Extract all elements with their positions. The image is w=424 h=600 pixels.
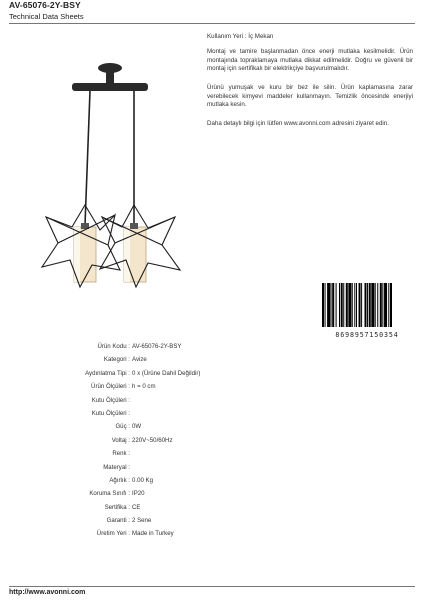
spec-label: Kutu Ölçüleri : [91, 409, 130, 417]
spec-label: Materyal : [103, 463, 130, 471]
product-code-title: AV-65076-2Y-BSY [9, 0, 81, 10]
spec-value: 0.00 Kg [132, 476, 154, 484]
spec-row [40, 370, 200, 383]
header-divider [9, 23, 415, 24]
spec-value [130, 397, 132, 410]
product-image [30, 55, 185, 295]
spec-label: Ağırlık : [109, 476, 130, 484]
spec-row [40, 410, 200, 423]
spec-value [130, 450, 132, 463]
barcode-number: 8698957150354 [335, 331, 399, 339]
spec-label: Kategori : [103, 356, 130, 364]
spec-value [130, 410, 132, 423]
spec-label: Renk : [112, 450, 130, 458]
footer-divider [9, 586, 415, 587]
spec-row [40, 530, 200, 543]
spec-row [40, 423, 200, 436]
spec-label: Koruma Sınıfı : [89, 490, 130, 498]
spec-row [40, 450, 200, 463]
installation-warning: Montaj ve tamire başlanmadan önce enerji mutlaka kesilmelidir. Ürün montajında topraklamaya mutlaka dikkat edilmelidir. Doğru ve güvenli bir montaj için sertifikalı bir elektrikçiye başvurulmalıdır. [207, 48, 413, 73]
document-subtitle: Technical Data Sheets [9, 12, 84, 21]
spec-row [40, 437, 200, 450]
usage-location: Kullanım Yeri : İç Mekan [207, 33, 274, 40]
spec-row [40, 490, 200, 503]
spec-value: 0 x (Ürüne Dahil Değildir) [132, 369, 201, 377]
barcode [322, 283, 412, 339]
spec-value: 220V~50/60Hz [132, 436, 173, 444]
spec-label: Garanti : [106, 517, 130, 525]
spec-row [40, 517, 200, 530]
spec-label: Sertifika : [104, 503, 130, 511]
spec-row [40, 504, 200, 517]
spec-label: Güç : [115, 423, 130, 431]
spec-value: AV-65076-2Y-BSY [132, 343, 182, 350]
spec-label: Aydınlatma Tipi : [85, 369, 130, 377]
spec-row [40, 477, 200, 490]
footer-url[interactable]: http://www.avonni.com [9, 589, 86, 596]
spec-value: 0W [132, 423, 142, 431]
more-info-note: Daha detaylı bilgi için lütfen www.avonni.com adresini ziyaret edin. [207, 120, 389, 127]
spec-row [40, 343, 200, 356]
spec-row [40, 356, 200, 369]
spec-value: Made in Turkey [132, 530, 174, 538]
spec-label: Üretim Yeri : [96, 530, 130, 538]
spec-table [40, 343, 200, 544]
spec-row [40, 397, 200, 410]
barcode-bars [322, 283, 412, 327]
spec-value: h = 0 cm [132, 383, 156, 391]
spec-label: Ürün Ölçüleri : [91, 383, 130, 391]
spec-row [40, 383, 200, 396]
spec-value: 2 Sene [132, 517, 152, 525]
spec-label: Kutu Ölçüleri : [91, 396, 130, 404]
spec-label: Ürün Kodu : [97, 343, 130, 350]
spec-row [40, 464, 200, 477]
spec-label: Voltaj : [111, 436, 130, 444]
cleaning-instructions: Ürünü yumuşak ve kuru bir bez ile silin. Ürün kaplamasına zarar verebilecek kimyevi maddeler kullanmayın. Temizlik öncesinde enerjiyi mutlaka kesin. [207, 84, 413, 109]
spec-value [130, 464, 132, 477]
spec-value: Avize [132, 356, 147, 364]
spec-value: IP20 [132, 490, 145, 498]
spec-value: CE [132, 503, 141, 511]
